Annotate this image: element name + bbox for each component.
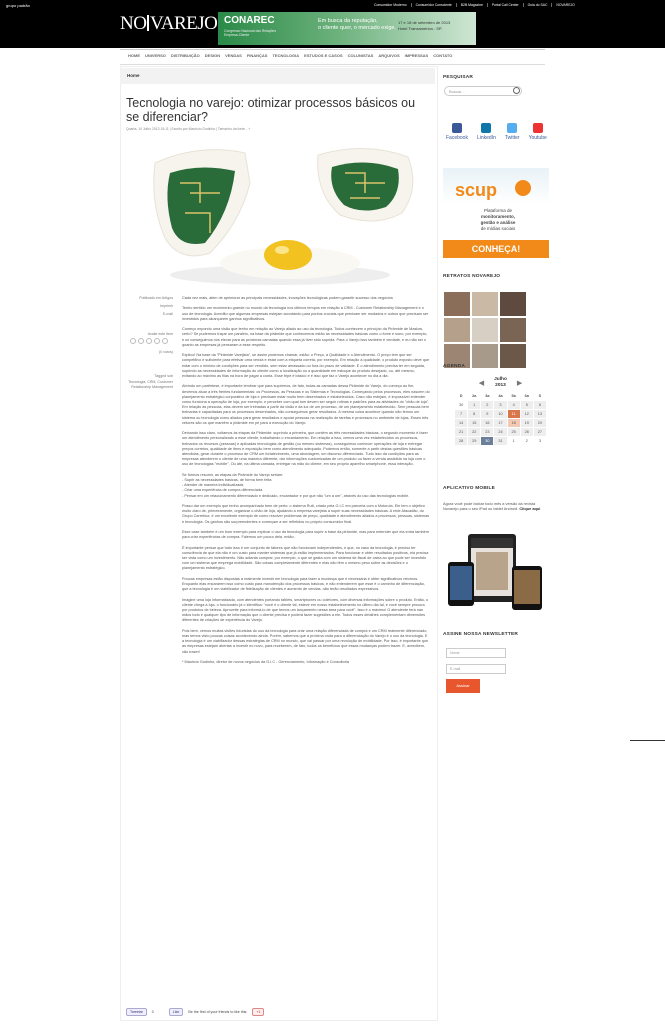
social-label: Facebook <box>446 135 468 141</box>
nl-email-input[interactable]: E-mail <box>446 664 506 674</box>
calendar-day[interactable]: 23 <box>481 428 494 437</box>
top-link[interactable]: NOVAREJO <box>551 3 578 7</box>
photo-grid <box>444 292 528 368</box>
weekday-header: D <box>455 392 468 401</box>
top-link[interactable]: Consumidor Moderno <box>374 3 407 7</box>
calendar-day[interactable]: 26 <box>520 428 533 437</box>
weekday-header: 2a <box>468 392 481 401</box>
portrait-thumbnail[interactable] <box>472 318 498 342</box>
top-links <box>370 3 579 7</box>
nav-item[interactable]: TECNOLOGIA <box>272 53 300 58</box>
nl-name-wrap <box>446 648 506 658</box>
calendar-day[interactable]: 13 <box>533 410 546 419</box>
top-link[interactable]: B2B Magazine <box>456 3 487 7</box>
votes-count: (0 votos) <box>159 350 173 354</box>
calendar-day[interactable]: 11 <box>507 410 520 419</box>
rating-stars[interactable] <box>130 338 168 344</box>
social-label: Youtube <box>528 135 547 141</box>
article-body <box>182 296 430 670</box>
scup-icon <box>515 180 531 196</box>
calendar-day[interactable]: 7 <box>455 410 468 419</box>
top-link[interactable]: Consumidor Consciente <box>411 3 456 7</box>
next-month-icon[interactable]: ▶ <box>516 379 523 387</box>
star-icon[interactable] <box>138 338 144 344</box>
ad-banner-conarec[interactable] <box>218 12 476 45</box>
nav-item[interactable]: FINANÇAS <box>246 53 268 58</box>
gplus-button[interactable]: +1 <box>252 1008 264 1016</box>
tagged-label: Tagged sob <box>154 374 173 378</box>
banner-slogan-2: o cliente quer, o mercado exige. <box>318 25 396 31</box>
calendar-day[interactable]: 28 <box>455 437 468 446</box>
weekday-header: 3a <box>481 392 494 401</box>
article-paragraph: Tenho sentido um movimento grande no mundo da tecnologia nos últimos tempos em relação à CRM - Customer Relationship Management e o uso de tecnologia. Acredito que algumas empresas estejam acordando para pontos cruciais que precisam ser mudados e outros que precisam ser investidos para alcançarem ganhos significativos. <box>182 306 429 321</box>
search-title: PESQUISAR <box>443 75 474 80</box>
weekday-header: 5a <box>507 392 520 401</box>
scup-ad[interactable] <box>443 168 549 258</box>
main-nav <box>128 53 452 58</box>
article-paragraph: Deixando isso claro, voltamos às etapas da Pirâmide: suprindo a primeira, que contém as três necessidades básicas, o segundo momento é fazer um atendimento personalizado a esse cliente, trabalhando o encantamento. Em relação a isso, vemos uma vez estabelecidos os processos, treinados os recursos (pessoas) e aplicadas tecnologias de gestão (ou mesmo sistemas), conseguimos conhecer operações de loja e entregar preços corretos, qualidade de itens e exposição bem como atendimento adequado. Podemos então, somente a partir destas questões básicas atendidas, gerar durante o processo de CRM um fortalecimento, uma abordagem; um discurso diferenciado. Tudo isso dá condições para as empresas atenderem o cliente de uma maneira diferente, dar informações customizadas de um produto ou fazer a venda assistida na loja com o uso de tecnologias "mobile". Ou até, na última camada, entregar na mão do cliente, em seu próprio aparelho smartphone, essa interação. <box>182 431 428 467</box>
logo-divider <box>147 15 149 31</box>
hero-egg-image <box>140 143 430 288</box>
nav-item[interactable]: VENDAS <box>225 53 242 58</box>
top-link[interactable]: Guia do SAC <box>523 3 552 7</box>
retratos-title: RETRATOS NOVAREJO <box>443 274 501 279</box>
nav-item[interactable]: ARQUIVOS <box>378 53 400 58</box>
article-paragraph: Posso dar um exemplo que tenho acompanhado bem de perto: o sistema Rutt, criado pela G.I.C em parceria com a Motorola. Ele tem o objetivo muito claro de, primeiramente, organizar o chão de loja, ajudando a empresa varejista a suprir suas necessidades básicas. A rede Atacadão, do Grupo Carrefour, é um excelente exemplo de como resolver problemas de preço, qualidade e atendimento aliados a processos, pessoas, sistemas e tecnologia. Os ganhos são surpreendentes e começam a ser refletidos no próprio consumidor final. <box>182 504 430 524</box>
star-icon[interactable] <box>130 338 136 344</box>
calendar-grid <box>454 391 547 446</box>
social-link-linkedin[interactable] <box>477 123 496 141</box>
subscribe-button[interactable]: Assinar <box>446 679 480 693</box>
article-paragraph: Começo expondo uma visão que tenho em relação ao Varejo aliado ao uso da tecnologia. Todos conhecem o princípio da Pirâmide de Maslow, certo? Se pudermos traçar um paralelo, na base da pirâmide que conhecemos estão as necessidades básicas como o fome e sono, por exemplo, e só conseguimos nos elevar para as próximas camadas quando essa já tiver sido suprida. Para o Varejo isso também é verdade, e eu não sei o quanto as empresas já pensaram a esse respeito. <box>182 327 428 347</box>
tags[interactable]: Tecnologia, CRM, Customer Relationship Management <box>128 380 173 389</box>
nav-divider <box>120 49 545 50</box>
group-logo[interactable]: grupo padrão <box>6 3 30 8</box>
top-link[interactable]: Portal Call Center <box>487 3 523 7</box>
calendar-day[interactable]: 3 <box>533 437 546 446</box>
nl-email-wrap <box>446 664 506 674</box>
app-title: APLICATIVO MOBILE <box>443 486 496 491</box>
calendar-day[interactable]: 3 <box>494 401 507 410</box>
article-paragraph: Abrindo um parêntese, é importante lembrar que para suprirmos, de fato, todas as camadas dessa Pirâmide do Varejo, do começo ao fim, devemos atuar a três frentes fundamentais: os Processos, as Pessoas e os Sistemas e Tecnologias. Começando pelos processos, eles nascem do planejamento estratégico corporativo de loja e precisam estar muito bem desenhados e estabelecidos. Caso não estejam, é impossível entender como funciona a operação de loja, por exemplo, e perceber com qual tom devem ser seguir rotinas e padrões para as atividades do "chão de loja". Em relação às pessoas, elas devem ser treinadas a partir da visão e da luz de um processo, de um planejamento estabelecido. Sem pessoas bem treinadas e capacitadas para os processos desenhados, não conseguimos gerar resultados. A mesma coisa acontece quando não temos um sistema ou tecnologia como aliados para gerar resultados e apoiar pessoas na realização de tarefas e processos no ambiente de lojas. Esses três vetores são os que mantêm a pirâmide em pé para a execução do Varejo. <box>182 384 430 425</box>
site-logo[interactable] <box>120 13 217 35</box>
calendar-day[interactable]: 2 <box>481 401 494 410</box>
calendar-day[interactable]: 25 <box>507 428 520 437</box>
portrait-thumbnail[interactable] <box>444 292 470 316</box>
app-description <box>443 501 547 512</box>
publish-info <box>126 296 173 301</box>
calendar-day[interactable]: 19 <box>520 419 533 428</box>
nav-item[interactable]: ESTUDOS E CASOS <box>304 53 343 58</box>
calendar-day[interactable]: 1 <box>468 401 481 410</box>
calendar-day[interactable]: 16 <box>481 419 494 428</box>
breadcrumb[interactable]: Home <box>120 68 435 84</box>
calendar-day[interactable]: 8 <box>468 410 481 419</box>
logo-left: NO <box>120 13 147 34</box>
calendar-year: 2013 <box>495 382 506 388</box>
print-link[interactable]: Imprimir <box>160 304 173 308</box>
facebook-icon <box>452 123 462 133</box>
article-paragraph: Pois bem, vemos muitas visões futuristas do uso da tecnologia para criar uma relação diferenciada de compra e um CRM realmente diferenciado, mas temos visto poucas coisas acontecendo ainda. Porém, sabemos que a próxima onda para a diferenciação do Varejo é o uso da tecnologia. E a tecnologia é um viabilizador dessas estratégias de CRM no mundo, que vai passar por uma revolução de mobilidade. Por isso, é importante que as empresas estejam abertas a investir no novo, para receberem, de fato, todos os benefícios que essas mudanças podem trazer. E, acredítem, vão trazer! <box>182 628 429 654</box>
rate-label: Avalie este item <box>147 332 173 336</box>
social-links <box>446 123 547 141</box>
article-paragraph: Cada vez mais, além de aprimorar as principais necessidades, inovações tecnológicas podem garantir sucesso dos negócios <box>182 296 393 300</box>
star-icon[interactable] <box>146 338 152 344</box>
nav-item[interactable]: COLUNISTAS <box>347 53 374 58</box>
article-paragraph: Se formos resumir, as etapas da Pirâmide do Varejo seriam: - Suprir as necessidades básicas, de forma bem feita - Atender de maneira individualizada - Criar uma experiência de compra diferenciada - Pensar em um relacionamento diferenciado e dedicado, encantador e por que não "um a um", através do uso das tecnologias mobile. <box>182 472 410 498</box>
calendar-day[interactable]: 12 <box>520 410 533 419</box>
calendar-day[interactable]: 4 <box>507 401 520 410</box>
nav-item[interactable]: DESIGN <box>204 53 221 58</box>
app-link[interactable]: Clique aqui <box>519 506 541 512</box>
nav-item[interactable]: HOME <box>128 53 140 58</box>
newsletter-title: ASSINE NOSSA NEWSLETTER <box>443 632 519 637</box>
article-title: Tecnologia no varejo: otimizar processos básicos ou se diferenciar? <box>126 96 416 124</box>
social-link-youtube[interactable] <box>529 123 547 141</box>
portrait-thumbnail[interactable] <box>472 344 498 368</box>
portrait-thumbnail[interactable] <box>472 292 498 316</box>
nav-item[interactable]: DISTRIBUIÇÃO <box>170 53 200 58</box>
logo-right: VAREJO <box>149 13 218 34</box>
weekday-header: S <box>533 392 546 401</box>
calendar-day[interactable]: 5 <box>520 401 533 410</box>
tweet-button[interactable]: Tweetar <box>126 1008 147 1016</box>
calendar-day[interactable]: 31 <box>494 437 507 446</box>
youtube-icon <box>533 123 543 133</box>
nav-divider-bottom <box>120 64 545 65</box>
calendar <box>454 377 547 446</box>
scup-line1: Plataforma de <box>483 208 512 213</box>
calendar-day[interactable]: 9 <box>481 410 494 419</box>
share-bar <box>126 1008 264 1016</box>
prev-month-icon[interactable]: ◀ <box>478 379 485 387</box>
fb-text: Be the first of your friends to like this. <box>188 1010 248 1014</box>
scup-text <box>465 208 531 232</box>
social-link-facebook[interactable] <box>446 123 468 141</box>
linkedin-icon <box>481 123 491 133</box>
calendar-day[interactable]: 6 <box>533 401 546 410</box>
article-meta: Quarta, 10 Julho 2013 15:11 | Escrito por Mauricio Godinho | Tamanho da fonte - + <box>126 127 251 131</box>
scup-line3: gestão e análise <box>480 220 516 225</box>
weekday-header: 6a <box>520 392 533 401</box>
banner-venue: Hotel Transamérica - SP. <box>398 26 443 31</box>
article-paragraph: Explico! Na base da "Pirâmide Varejista", se assim podemos chamar, estão: o Preço, a Qualidade e o Atendimento. O preço tem que ser competitivo e suficiente para efetivar uma venda e estar com a etiqueta correta, por exemplo. Em relação à qualidade, o produto exposto deve que estar com o mínimo de condições para ser vendido, sem estar amassado ou fora do prazo de validade. E o atendimento precisa ter em seguida, suprindo as necessidades de informação do cliente como a localização ou a quantidade em estoque do produto desejado, ou, até mesmo, evitando ao máximo as filas na hora de pagar a conta. Esse tripé é básico e é isso que faz o Varejo acontecer no dia a dia. <box>182 353 430 378</box>
calendar-day[interactable]: 30 <box>481 437 494 446</box>
scup-line4: de mídias sociais <box>480 226 516 231</box>
publish-label[interactable]: Publicado em Artigos <box>139 296 173 300</box>
social-label: LinkedIn <box>476 135 496 141</box>
banner-date-text: 17 e 18 de setembro de 2013 <box>398 20 451 25</box>
calendar-day[interactable]: 18 <box>507 419 520 428</box>
portrait-thumbnail[interactable] <box>500 292 526 316</box>
portrait-thumbnail[interactable] <box>500 318 526 342</box>
twitter-icon <box>507 123 517 133</box>
scup-logo: scup <box>455 180 498 200</box>
portrait-thumbnail[interactable] <box>444 318 470 342</box>
banner-sub: Congresso Nacional das Relações Empresa-Cliente <box>224 29 277 37</box>
calendar-day[interactable]: 10 <box>494 410 507 419</box>
article-paragraph: Poucas empresas estão dispostas a realmente investir em tecnologia para fazer a mudança que é necessária e obter significativos retornos. Enquanto elas encararem isso como custo para manutenção dos processos básicos, e não entenderem que esse é o caminho de diferenciação, que a tecnologia é um viabilizador de fidelização de clientes e aumento de vendas, não terão resultados expressivos. <box>182 576 425 592</box>
calendar-day[interactable]: 30 <box>455 401 468 410</box>
tweet-count: 0 <box>151 1010 154 1014</box>
banner-slogan-1: Em busca da reputação, <box>318 18 378 24</box>
weekday-header: 4a <box>494 392 507 401</box>
article-paragraph: * Mauricio Godinho, diretor de novos negócios da G.I.C - Gerenciamento, Informação e Consultoria <box>182 660 349 665</box>
social-label: Twitter <box>504 135 520 141</box>
calendar-day[interactable]: 22 <box>468 428 481 437</box>
calendar-day[interactable]: 15 <box>468 419 481 428</box>
article-paragraph: É importante pensar que tudo isso é um conjunto de fatores que não funcionam independentes, e que, no caso da tecnologia, é preciso ter consciência de que ela não é um custo para manter sistemas que já estão implementados. Para funcionar e obter resultados positivos, ela precisa ser vista como um investimento. Não adianta comprar, por exemplo, o que se gasta com um sistema de fiscal de caixa ao que pode ser investido com um sistema que emprega mobilidade. São coisas completamente diferentes e elas não têm o mesmo peso sobre as decisões e o planejamento estratégico. <box>182 545 429 571</box>
article-paragraph: Imagine uma loja informatizada, com atendentes portando tablets, smartphones ou coletores, com diversas informações sobre o produto. Então, o cliente chega à loja, o funcionário já o identifica: "você é o cliente tal, esteve em nosso estabelecimento no último dia tal, e você sempre procura por produtos de beleza. Aproveite para informá-lo de que temos um lançamento nessa área para você". Isso é o máximo! O atendente terá nas mãos todo e qualquer tipo de informação que o cliente precisa e poderá fazer sugestões a ele. Todos esses detalhes complementam dimensões diferentes de criações de experiência do Varejo. <box>182 597 429 623</box>
calendar-day[interactable]: 29 <box>468 437 481 446</box>
search-icon[interactable] <box>513 87 520 94</box>
calendar-day[interactable]: 2 <box>520 437 533 446</box>
nl-name-input[interactable]: Nome <box>446 648 506 658</box>
calendar-day[interactable]: 21 <box>455 428 468 437</box>
calendar-day[interactable]: 20 <box>533 419 546 428</box>
calendar-day[interactable]: 24 <box>494 428 507 437</box>
social-link-twitter[interactable] <box>505 123 520 141</box>
mobile-devices-image <box>446 532 546 612</box>
star-icon[interactable] <box>154 338 160 344</box>
banner-dates <box>398 20 450 32</box>
nav-item[interactable]: CONTATO <box>433 53 453 58</box>
portrait-thumbnail[interactable] <box>500 344 526 368</box>
calendar-day[interactable]: 27 <box>533 428 546 437</box>
search-input[interactable]: Buscar... <box>444 86 522 96</box>
scup-line2: monitoramento, <box>480 214 515 219</box>
calendar-day[interactable]: 17 <box>494 419 507 428</box>
app-text: Agora você pode baixar todo mês a versão da revista Novarejo para o seu iPad ou tablet Android. <box>443 501 536 512</box>
calendar-day[interactable]: 1 <box>507 437 520 446</box>
scup-cta[interactable]: CONHEÇA! <box>443 240 549 258</box>
banner-slogan <box>318 18 396 32</box>
like-button[interactable]: Like <box>169 1008 184 1016</box>
agenda-title: AGENDA <box>443 364 465 369</box>
calendar-month: Julho <box>494 377 507 382</box>
article-paragraph: Esse case também é um bom exemplo para explicar o uso da tecnologia para suprir a base da pirâmide, mas para entender que ela entra também para criar experiências de compra. Falemos um pouco dela, então. <box>182 530 429 540</box>
nav-item[interactable]: IMPRESSAS <box>404 53 429 58</box>
scroll-indicator[interactable] <box>630 740 665 741</box>
calendar-day[interactable]: 14 <box>455 419 468 428</box>
nav-item[interactable]: UNIVERSO <box>145 53 166 58</box>
star-icon[interactable] <box>162 338 168 344</box>
banner-brand: CONAREC <box>224 15 275 26</box>
email-link[interactable]: E-mail <box>162 312 173 316</box>
